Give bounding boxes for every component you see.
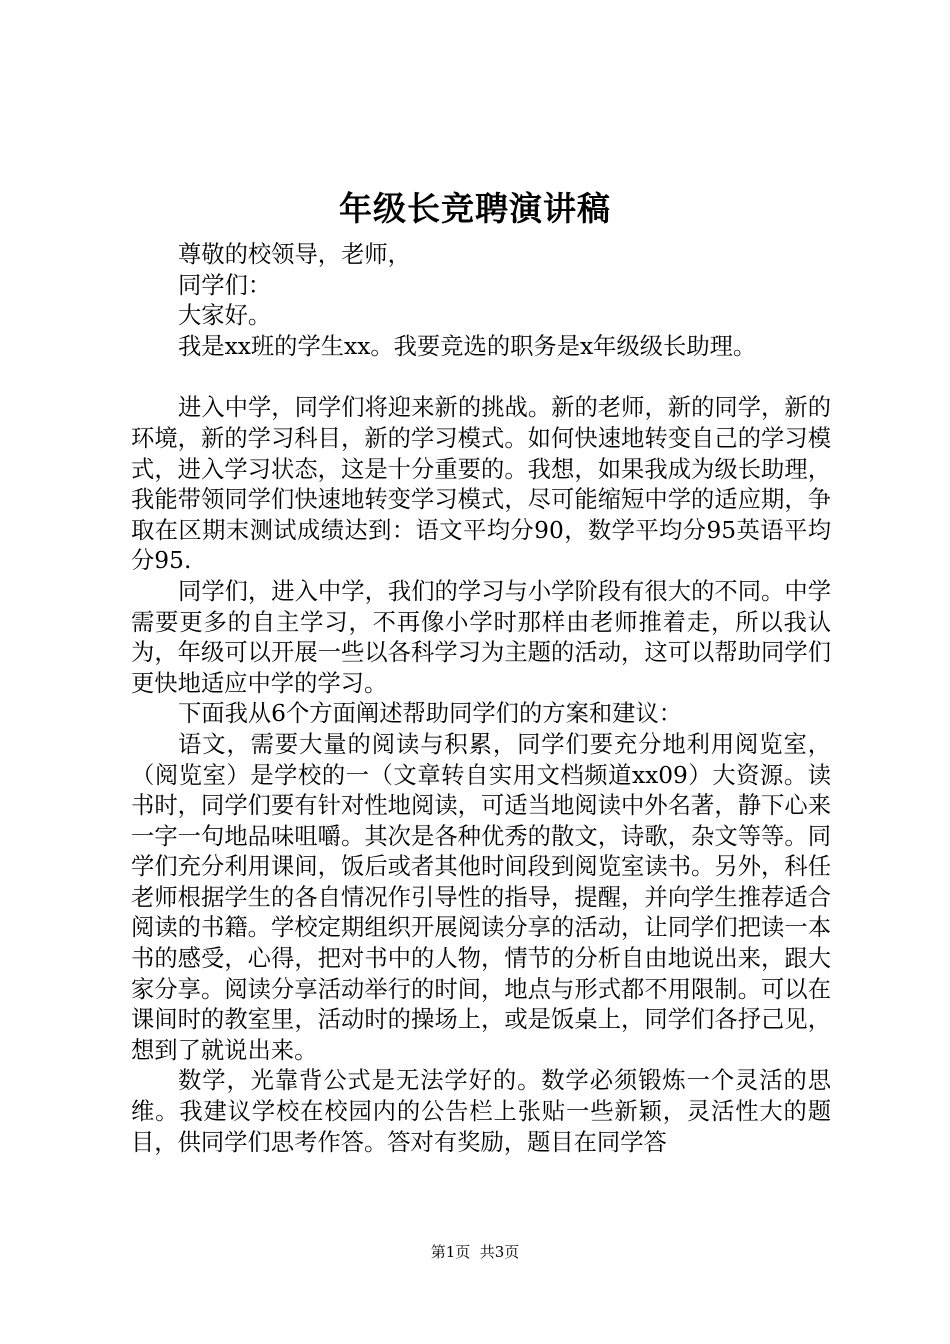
paragraph-middle-school: 同学们，进入中学，我们的学习与小学阶段有很大的不同。中学需要更多的自主学习，不再像小学时那样由老师推着走，所以我认为，年级可以开展一些以各科学习为主题的活动，这可以帮助同学们更快地适应中学的学习。 [131, 577, 831, 697]
salutation-students: 同学们： [178, 271, 272, 299]
paragraph-challenges: 进入中学，同学们将迎来新的挑战。新的老师，新的同学，新的环境，新的学习科目，新的学习模式。如何快速地转变自己的学习模式，进入学习状态，这是十分重要的。我想，如果我成为级长助理，我能带领同学们快速地转变学习模式，尽可能缩短中学的适应期，争取在区期末测试成绩达到：语文平均分90，数学平均分95英语平均分95. [131, 394, 831, 575]
salutation-leaders: 尊敬的校领导，老师， [178, 241, 411, 268]
paragraph-math: 数学，光靠背公式是无法学好的。数学必须锻炼一个灵活的思维。我建议学校在校园内的公告栏上张贴一些新颖，灵活性大的题目，供同学们思考作答。答对有奖励，题目在同学答 [131, 1067, 831, 1156]
paragraph-six-aspects: 下面我从6个方面阐述帮助同学们的方案和建议： [178, 700, 683, 728]
page-footer: 第1页 共3页 [430, 1243, 520, 1261]
greeting: 大家好。 [178, 302, 272, 330]
document-title: 年级长竞聘演讲稿 [339, 189, 611, 228]
self-introduction: 我是xx班的学生xx。我要竞选的职务是x年级级长助理。 [178, 332, 757, 360]
document-body [131, 240, 831, 1158]
paragraph-chinese: 语文，需要大量的阅读与积累，同学们要充分地利用阅览室，（阅览室）是学校的一（文章转自实用文档频道xx09）大资源。读书时，同学们要有针对性地阅读，可适当地阅读中外名著，静下心来一字一句地品味咀嚼。其次是各种优秀的散文，诗歌，杂文等等。同学们充分利用课间，饭后或者其他时间段到阅览室读书。另外，科任老师根据学生的各自情况作引导性的指导，提醒，并向学生推荐适合阅读的书籍。学校定期组织开展阅读分享的活动，让同学们把读一本书的感受，心得，把对书中的人物，情节的分析自由地说出来，跟大家分享。阅读分享活动举行的时间，地点与形式都不用限制。可以在课间时的教室里，活动时的操场上，或是饭桌上，同学们各抒己见，想到了就说出来。 [131, 730, 831, 1064]
paragraph-spacer [131, 362, 831, 393]
